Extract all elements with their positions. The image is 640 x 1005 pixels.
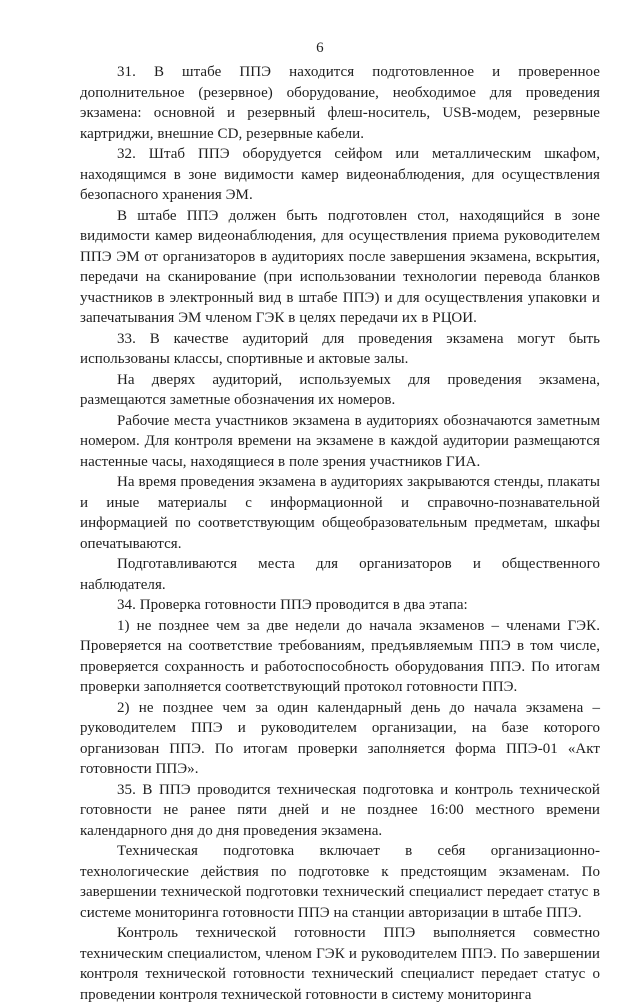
document-body <box>80 62 600 1005</box>
paragraph-stands-closed: На время проведения экзамена в аудиториях закрываются стенды, плакаты и иные материалы с информационной и справочно-познавательной информацией по соответствующим общеобразовательным предметам, шкафы опечатываются. <box>80 474 600 552</box>
paragraph-technical-preparation-includes: Техническая подготовка включает в себя организационно-технологические действия по подготовке к предстоящим экзаменам. По завершении технической подготовки технический специалист передает статус в системе мониторинга готовности ППЭ на станции авторизации в штабе ППЭ. <box>80 843 600 921</box>
paragraph-33-classrooms: 33. В качестве аудиторий для проведения экзамена могут быть использованы классы, спортивные и актовые залы. <box>80 330 600 367</box>
paragraph-observer-places: Подготавливаются места для организаторов и общественного наблюдателя. <box>80 556 600 593</box>
paragraph-34-readiness-check: 34. Проверка готовности ППЭ проводится в два этапа: <box>117 597 468 613</box>
paragraph-stage-2: 2) не позднее чем за один календарный день до начала экзамена – руководителем ППЭ и руководителем организации, на базе которого организован ППЭ. По итогам проверки заполняется форма ППЭ-01 «Акт готовности ППЭ». <box>80 699 600 777</box>
paragraph-workplaces-clocks: Рабочие места участников экзамена в аудиториях обозначаются заметным номером. Для контроля времени на экзамене в каждой аудитории размещаются настенные часы, находящиеся в поле зрения участников ГИА. <box>80 412 600 470</box>
paragraph-31-reserve-equipment: 31. В штабе ППЭ находится подготовленное и проверенное дополнительное (резервное) оборудование, необходимое для проведения экзамена: основной и резервный флеш-носитель, USB-модем, резервные картриджи, внешние CD, резервные кабели. <box>80 64 600 142</box>
page-number: 6 <box>316 40 324 56</box>
paragraph-hq-table: В штабе ППЭ должен быть подготовлен стол, находящийся в зоне видимости камер видеонаблюдения, для осуществления приема руководителем ППЭ ЭМ от организаторов в аудиториях после завершения экзамена, вскрытия, передачи на сканирование (при использовании технологии перевода бланков участников в электронный вид в штабе ППЭ) и для осуществления упаковки и запечатывания ЭМ членом ГЭК в целях передачи их в РЦОИ. <box>80 207 600 326</box>
paragraph-technical-readiness-control: Контроль технической готовности ППЭ выполняется совместно техническим специалистом, членом ГЭК и руководителем ППЭ. По завершении контроля технической готовности технический специалист передает статус о проведении контроля технической готовности в систему мониторинга <box>80 925 600 1003</box>
paragraph-32-safe: 32. Штаб ППЭ оборудуется сейфом или металлическим шкафом, находящимся в зоне видимости камер видеонаблюдения, для осуществления безопасного хранения ЭМ. <box>80 146 600 203</box>
paragraph-stage-1: 1) не позднее чем за две недели до начала экзаменов – членами ГЭК. Проверяется на соответствие требованиям, предъявляемым ППЭ в том числе, проверяется сохранность и работоспособность оборудования ППЭ. По итогам проверки заполняется соответствующий протокол готовности ППЭ. <box>80 617 600 695</box>
paragraph-35-technical-preparation: 35. В ППЭ проводится техническая подготовка и контроль технической готовности не ранее пяти дней и не позднее 16:00 местного времени календарного дня до дня проведения экзамена. <box>80 781 600 839</box>
paragraph-door-numbers: На дверях аудиторий, используемых для проведения экзамена, размещаются заметные обозначения их номеров. <box>80 371 600 408</box>
